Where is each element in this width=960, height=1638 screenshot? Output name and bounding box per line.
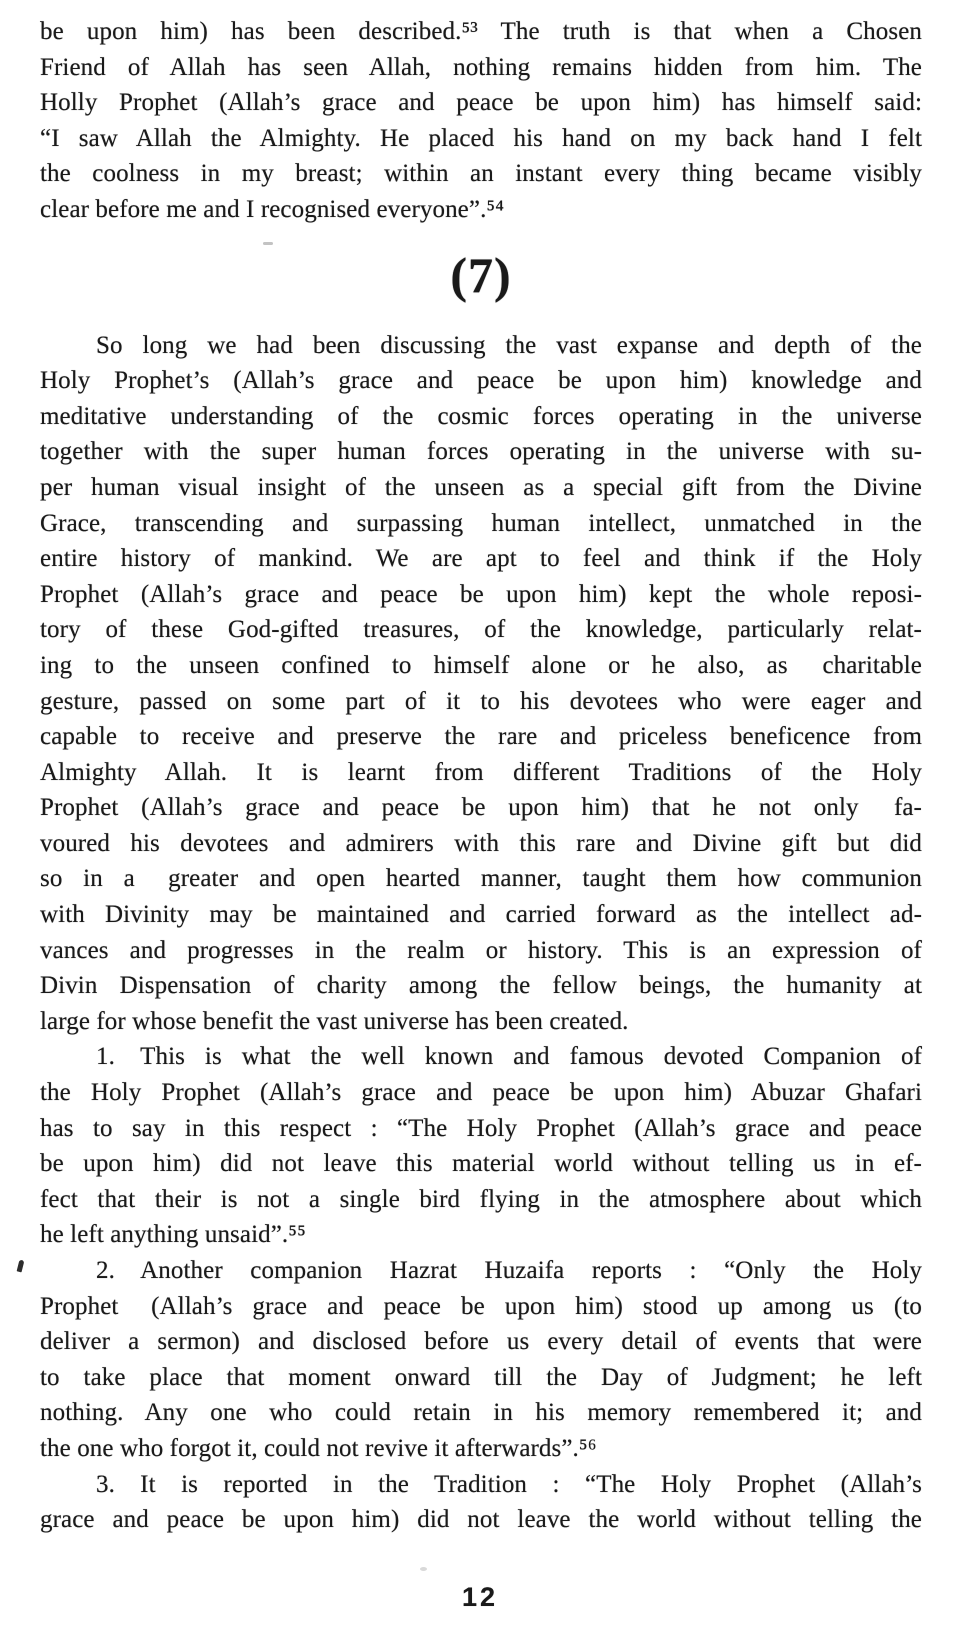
text-line: “I saw Allah the Almighty. He placed his hand on my back hand I felt	[40, 124, 922, 152]
scan-artifact-tick	[17, 1260, 25, 1273]
scan-artifact-dash	[263, 242, 273, 245]
text-line: Prophet (Allah’s grace and peace be upon him) stood up among us (to	[40, 1292, 922, 1320]
text-line: ing to the unseen confined to himself alone or he also, as charitable	[40, 651, 922, 679]
page-number: 12	[461, 1582, 499, 1612]
text-line: 1. This is what the well known and famous devoted Companion of	[96, 1043, 922, 1071]
text-line: he left anything unsaid”.⁵⁵	[40, 1221, 306, 1249]
opening-paragraph	[40, 14, 922, 228]
scan-artifact-speck	[420, 1567, 427, 1571]
numbered-item-2	[40, 1253, 922, 1467]
text-line: Prophet (Allah’s grace and peace be upon him) that he not only fa-	[40, 794, 922, 822]
text-line: Prophet (Allah’s grace and peace be upon him) kept the whole reposi-	[40, 580, 922, 608]
text-line: has to say in this respect : “The Holy Prophet (Allah’s grace and peace	[40, 1114, 922, 1142]
text-line: entire history of mankind. We are apt to feel and think if the Holy	[40, 545, 922, 573]
numbered-item-3	[40, 1467, 922, 1538]
text-line: Almighty Allah. It is learnt from different Traditions of the Holy	[40, 758, 922, 786]
text-line: So long we had been discussing the vast expanse and depth of the	[96, 331, 922, 359]
text-line: be upon him) has been described.⁵³ The truth is that when a Chosen	[40, 18, 922, 45]
text-line: 2. Another companion Hazrat Huzaifa reports : “Only the Holy	[96, 1257, 922, 1284]
text-line: capable to receive and preserve the rare and priceless beneficence from	[40, 723, 922, 751]
text-line: the Holy Prophet (Allah’s grace and peace be upon him) Abuzar Ghafari	[40, 1079, 922, 1107]
text-line: per human visual insight of the unseen as a special gift from the Divine	[40, 473, 922, 501]
text-line: the coolness in my breast; within an instant every thing became visibly	[40, 160, 922, 188]
text-line: with Divinity may be maintained and carried forward as the intellect ad-	[40, 901, 922, 929]
numbered-item-1	[40, 1039, 922, 1253]
text-line: clear before me and I recognised everyone”.⁵⁴	[40, 195, 505, 223]
text-line: deliver a sermon) and disclosed before us every detail of events that were	[40, 1328, 922, 1356]
text-line: Holy Prophet’s (Allah’s grace and peace be upon him) knowledge and	[40, 367, 922, 395]
text-line: to take place that moment onward till the Day of Judgment; he left	[40, 1363, 922, 1391]
text-line: together with the super human forces operating in the universe with su-	[40, 438, 922, 466]
text-line: vances and progresses in the realm or history. This is an expression of	[40, 936, 922, 964]
text-line: Holly Prophet (Allah’s grace and peace be upon him) has himself said:	[40, 89, 922, 117]
text-line: the one who forgot it, could not revive it afterwards”.⁵⁶	[40, 1434, 597, 1462]
text-line: large for whose benefit the vast universe has been created.	[40, 1007, 629, 1035]
text-line: so in a greater and open hearted manner, taught them how communion	[40, 865, 922, 893]
text-line: grace and peace be upon him) did not leave the world without telling the	[40, 1506, 922, 1534]
text-line: be upon him) did not leave this material world without telling us in ef-	[40, 1150, 922, 1178]
text-line: 3. It is reported in the Tradition : “The Holy Prophet (Allah’s	[96, 1470, 922, 1498]
text-line: tory of these God-gifted treasures, of the knowledge, particularly relat-	[40, 616, 922, 644]
text-line: gesture, passed on some part of it to his devotees who were eager and	[40, 687, 922, 715]
text-line: voured his devotees and admirers with this rare and Divine gift but did	[40, 829, 922, 857]
text-line: fect that their is not a single bird flying in the atmosphere about which	[40, 1185, 922, 1213]
section-heading: (7)	[450, 246, 512, 303]
text-line: meditative understanding of the cosmic forces operating in the universe	[40, 402, 922, 430]
text-line: nothing. Any one who could retain in his memory remembered it; and	[40, 1399, 922, 1427]
body-paragraph	[40, 328, 922, 1040]
text-line: Divin Dispensation of charity among the fellow beings, the humanity at	[40, 972, 922, 1000]
text-line: Friend of Allah has seen Allah, nothing remains hidden from him. The	[40, 53, 922, 81]
text-line: Grace, transcending and surpassing human intellect, unmatched in the	[40, 509, 922, 537]
